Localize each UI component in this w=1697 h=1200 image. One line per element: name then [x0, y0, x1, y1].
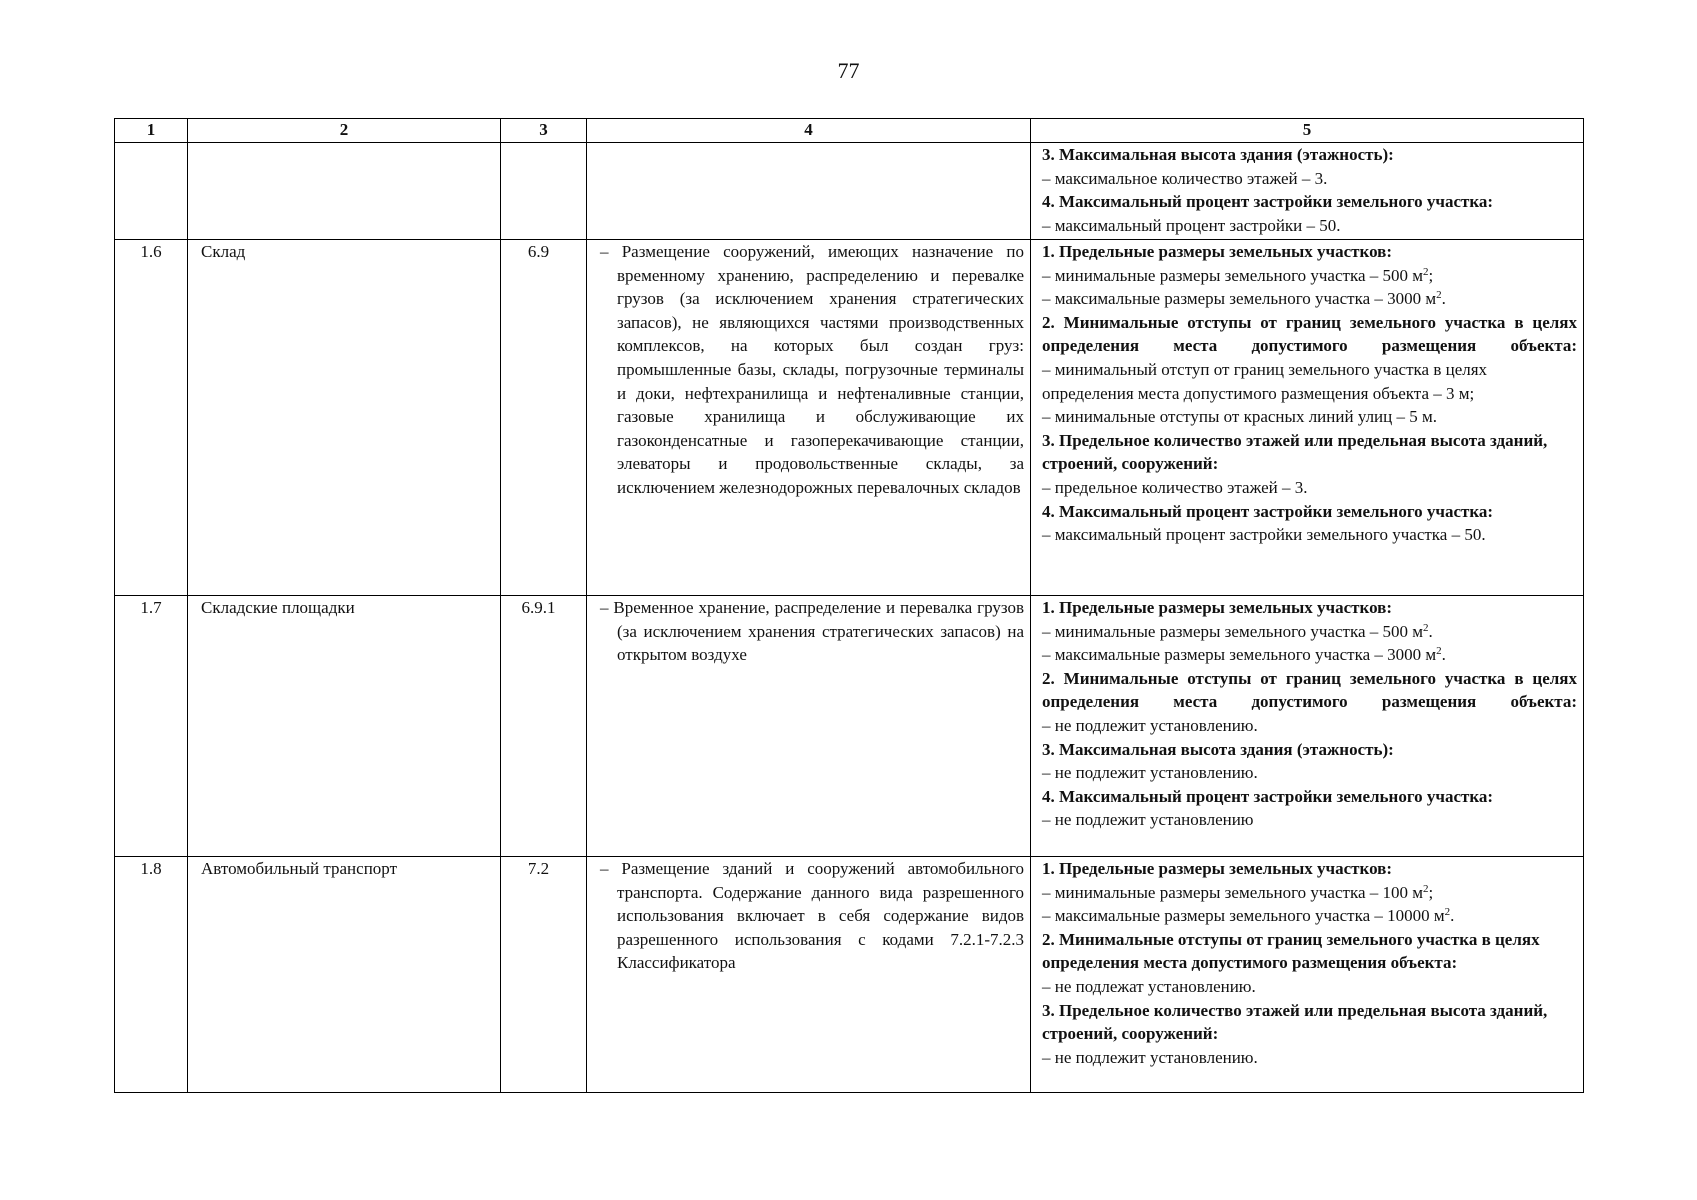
superscript: 2 — [1423, 265, 1429, 278]
description-text: – Временное хранение, распределение и перевалка грузов (за исключением хранения стратегических запасов) на открытом воздухе — [600, 598, 1024, 665]
parameter-heading — [1042, 240, 1577, 264]
parameter-text: – максимальное количество этажей – 3. — [1042, 168, 1328, 188]
parameter-punctuation: ; — [1428, 265, 1434, 285]
parameter-heading — [1042, 596, 1577, 620]
parameter-text: 3. Предельное количество этажей или предельная высота зданий, строений, сооружений: — [1042, 430, 1548, 474]
parameter-text: – минимальные размеры земельного участка – 500 м — [1042, 621, 1424, 641]
parameter-value — [1042, 405, 1577, 429]
parameter-heading — [1042, 500, 1577, 524]
header-cell: 4 — [587, 119, 1031, 143]
superscript: 2 — [1423, 882, 1429, 895]
parameter-text: – минимальные размеры земельного участка – 100 м — [1042, 882, 1424, 902]
parameter-text: – максимальные размеры земельного участка – 3000 м — [1042, 645, 1437, 665]
parameter-value — [1042, 358, 1577, 405]
parameter-value — [1042, 264, 1577, 288]
parameters-cell — [1031, 143, 1584, 240]
superscript: 2 — [1436, 645, 1442, 658]
parameter-punctuation: . — [1441, 289, 1446, 309]
parameter-heading — [1042, 667, 1577, 714]
parameters-cell — [1031, 857, 1584, 1093]
parameter-value — [1042, 761, 1577, 785]
header-cell: 1 — [115, 119, 188, 143]
parameter-heading — [1042, 143, 1577, 167]
use-description — [587, 240, 1031, 596]
parameter-value — [1042, 523, 1577, 547]
parameter-value — [1042, 881, 1577, 905]
parameter-text: – максимальные размеры земельного участка – 10000 м — [1042, 906, 1445, 926]
parameter-text: 2. Минимальные отступы от границ земельного участка в целях определения места допустимого размещения объекта: — [1042, 929, 1540, 973]
parameter-heading — [1042, 928, 1577, 975]
description-text: – Размещение сооружений, имеющих назначение по временному хранению, распределению и перевалке грузов (за исключением хранения стратегических запасов), не являющихся частями производственных комплексов, на которых был создан груз: промышленные базы, склады, погрузочные терминалы и доки, нефтехранилища и нефтеналивные станции, газовые хранилища и обслуживающие их газоконденсатные и газоперекачивающие станции, элеваторы и продовольственные склады, за исключением железнодорожных перевалочных складов — [600, 242, 1024, 497]
parameter-punctuation: . — [1450, 906, 1455, 926]
classifier-code — [501, 143, 587, 240]
row-number: 1.6 — [115, 240, 188, 596]
parameter-text: 4. Максимальный процент застройки земельного участка: — [1042, 501, 1494, 521]
row-number — [115, 143, 188, 240]
parameter-text: 4. Максимальный процент застройки земельного участка: — [1042, 786, 1494, 806]
parameter-text: – не подлежит установлению — [1042, 810, 1254, 830]
parameter-value — [1042, 167, 1577, 191]
parameter-value — [1042, 1046, 1577, 1070]
parameter-heading — [1042, 999, 1577, 1046]
classifier-code: 6.9.1 — [501, 596, 587, 857]
parameter-value — [1042, 214, 1577, 238]
parameter-value — [1042, 904, 1577, 928]
row-number: 1.8 — [115, 857, 188, 1093]
parameter-text: – максимальные размеры земельного участка – 3000 м — [1042, 289, 1437, 309]
parameter-value — [1042, 975, 1577, 999]
row-number: 1.7 — [115, 596, 188, 857]
parameter-heading — [1042, 429, 1577, 476]
parameter-text: – минимальные отступы от красных линий улиц – 5 м. — [1042, 407, 1438, 427]
parameter-text: 1. Предельные размеры земельных участков: — [1042, 859, 1393, 878]
parameter-heading — [1042, 311, 1577, 358]
superscript: 2 — [1436, 289, 1442, 302]
regulations-table — [114, 118, 1584, 1093]
parameter-text: – не подлежат установлению. — [1042, 976, 1256, 996]
use-type-name: Складские площадки — [188, 596, 501, 857]
parameter-value — [1042, 643, 1577, 667]
parameters-cell — [1031, 240, 1584, 596]
parameter-value — [1042, 287, 1577, 311]
parameter-text: – минимальные размеры земельного участка – 500 м — [1042, 265, 1424, 285]
parameter-value — [1042, 808, 1577, 832]
use-type-name: Склад — [188, 240, 501, 596]
use-description — [587, 143, 1031, 240]
page-number: 77 — [837, 58, 860, 83]
parameter-heading — [1042, 190, 1577, 214]
table-header-row — [115, 119, 1584, 143]
table-row — [115, 240, 1584, 596]
table-row — [115, 596, 1584, 857]
classifier-code: 7.2 — [501, 857, 587, 1093]
parameter-text: – предельное количество этажей – 3. — [1042, 477, 1308, 497]
parameter-punctuation: . — [1441, 645, 1446, 665]
parameter-punctuation: ; — [1428, 882, 1434, 902]
use-type-name — [188, 143, 501, 240]
use-description — [587, 857, 1031, 1093]
parameter-text: 2. Минимальные отступы от границ земельного участка в целях определения места допустимого размещения объекта: — [1042, 668, 1577, 712]
superscript: 2 — [1423, 621, 1429, 634]
header-cell: 2 — [188, 119, 501, 143]
parameter-text: 4. Максимальный процент застройки земельного участка: — [1042, 192, 1494, 212]
parameter-text: – не подлежит установлению. — [1042, 763, 1258, 783]
classifier-code: 6.9 — [501, 240, 587, 596]
parameter-text: 3. Максимальная высота здания (этажность): — [1042, 739, 1394, 759]
parameter-text: – максимальный процент застройки земельного участка – 50. — [1042, 525, 1486, 545]
parameter-text: 2. Минимальные отступы от границ земельного участка в целях определения места допустимого размещения объекта: — [1042, 312, 1577, 356]
parameter-text: – не подлежит установлению. — [1042, 715, 1258, 735]
parameter-value — [1042, 620, 1577, 644]
header-cell: 5 — [1031, 119, 1584, 143]
table-row — [115, 143, 1584, 240]
use-type-name: Автомобильный транспорт — [188, 857, 501, 1093]
parameter-value — [1042, 476, 1577, 500]
parameter-heading — [1042, 785, 1577, 809]
parameter-text: – минимальный отступ от границ земельного участка в целях определения места допустимого размещения объекта – 3 м; — [1042, 359, 1488, 403]
parameter-text: 3. Максимальная высота здания (этажность): — [1042, 145, 1394, 164]
parameter-punctuation: . — [1428, 621, 1433, 641]
parameters-cell — [1031, 596, 1584, 857]
parameter-value — [1042, 714, 1577, 738]
table-row — [115, 857, 1584, 1093]
parameter-text: – максимальный процент застройки – 50. — [1042, 215, 1341, 235]
parameter-text: 1. Предельные размеры земельных участков: — [1042, 598, 1393, 617]
parameter-text: – не подлежит установлению. — [1042, 1047, 1258, 1067]
superscript: 2 — [1444, 906, 1451, 919]
header-cell: 3 — [501, 119, 587, 143]
use-description — [587, 596, 1031, 857]
parameter-heading — [1042, 857, 1577, 881]
parameter-text: 1. Предельные размеры земельных участков: — [1042, 242, 1393, 261]
description-text: – Размещение зданий и сооружений автомобильного транспорта. Содержание данного вида разрешенного использования включает в себя содержание видов разрешенного использования с кодами 7.2.1-7.2.3 Классификатора — [600, 859, 1024, 973]
parameter-text: 3. Предельное количество этажей или предельная высота зданий, строений, сооружений: — [1042, 1000, 1548, 1044]
parameter-heading — [1042, 738, 1577, 762]
